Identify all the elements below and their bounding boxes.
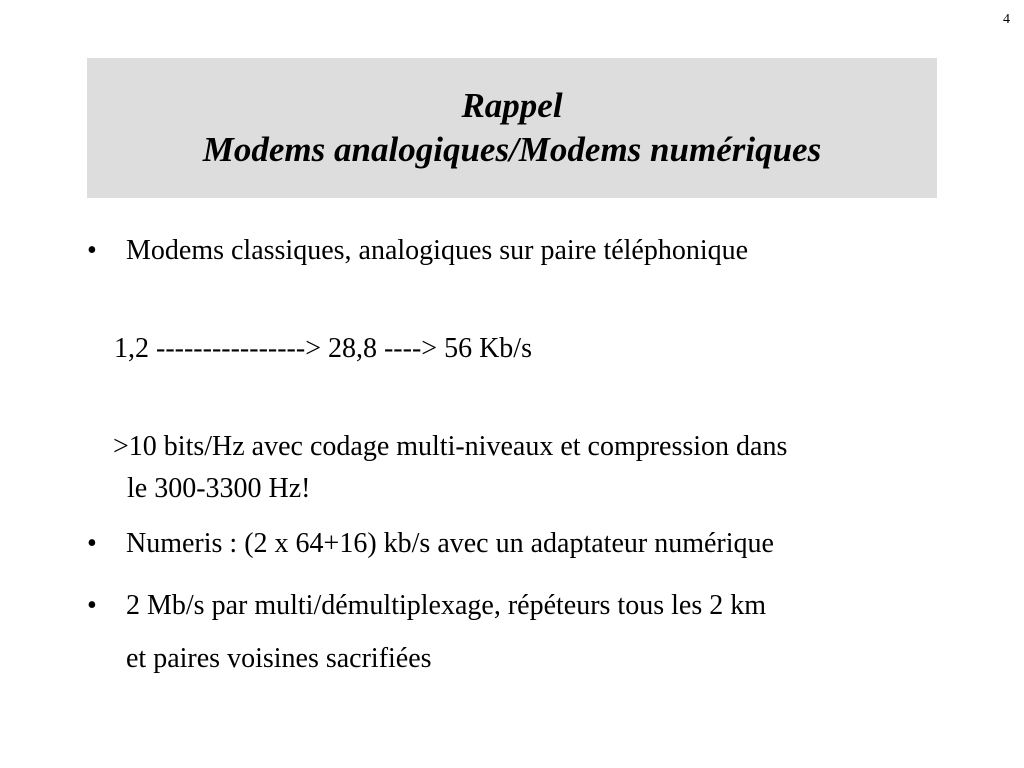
bullet-text-multiplexage-continuation: et paires voisines sacrifiées [126,643,432,674]
bullet-text-multiplexage: 2 Mb/s par multi/démultiplexage, répéteurs tous les 2 km [126,590,766,621]
speed-progression: 1,2 ----------------> 28,8 ----> 56 Kb/s [114,333,532,364]
bullet-marker: • [87,235,97,266]
bullet-text-numeris: Numeris : (2 x 64+16) kb/s avec un adaptateur numérique [126,528,774,559]
title-line-2: Modems analogiques/Modems numériques [202,130,822,169]
title-line-1: Rappel [461,86,563,125]
encoding-note-line-2: le 300-3300 Hz! [127,473,311,504]
encoding-note-line-1: >10 bits/Hz avec codage multi-niveaux et compression dans [113,431,788,462]
page-number: 4 [1003,12,1010,27]
bullet-marker: • [87,528,97,559]
bullet-marker: • [87,590,97,621]
bullet-text-modems-classiques: Modems classiques, analogiques sur paire téléphonique [126,235,749,266]
